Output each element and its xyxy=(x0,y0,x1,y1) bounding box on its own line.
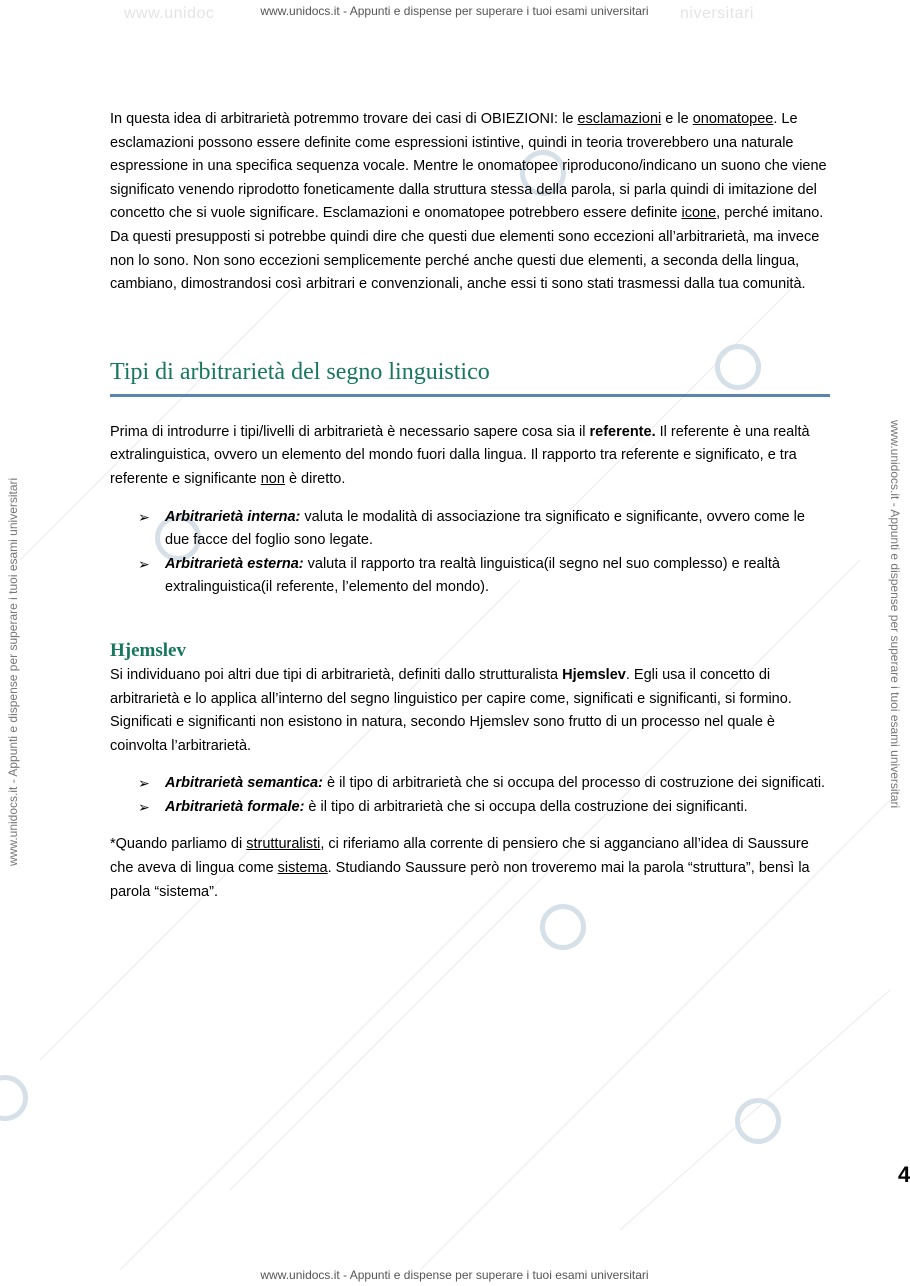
unidocs-logo-icon xyxy=(735,1098,781,1144)
referente-paragraph xyxy=(110,421,830,492)
bullet-term: Arbitrarietà interna: xyxy=(165,508,301,525)
arrow-bullet-icon: ➢ xyxy=(138,798,150,815)
bullet-list-arbitrarieta xyxy=(110,506,830,600)
underlined-term: non xyxy=(260,470,285,487)
bullet-term: Arbitrarietà semantica: xyxy=(165,775,323,792)
bullet-text: è il tipo di arbitrarietà che si occupa del processo di costruzione dei significati. xyxy=(322,775,826,792)
list-item xyxy=(110,553,830,600)
document-body xyxy=(110,108,830,904)
bullet-list-hjemslev xyxy=(110,772,830,819)
text-run: Il referente è una realtà extralinguistica, ovvero un elemento del mondo fuori dalla lingua. Il rapporto tra referente e significato, e tra referente e significante xyxy=(110,423,810,487)
text-run: Si individuano poi altri due tipi di arbitrarietà, definiti dallo strutturalista xyxy=(110,666,563,683)
section-heading-tipi: Tipi di arbitrarietà del segno linguistico xyxy=(110,355,830,397)
list-item xyxy=(110,796,830,820)
bullet-text: valuta le modalità di associazione tra significato e significante, ovvero come le due facce del foglio sono legate. xyxy=(165,508,805,549)
text-run: , perché imitano. Da questi presupposti si potrebbe quindi dire che questi due elementi sono eccezioni all’arbitrarietà, ma invece non lo sono. Non sono eccezioni semplicemente perché anche questi due elementi, a seconda della lingua, cambiano, dimostrandosi così arbitrari e convenzionali, anche essi ti sono stati trasmessi dalla tua comunità. xyxy=(110,205,824,293)
bullet-term: Arbitrarietà formale: xyxy=(165,798,305,815)
unidocs-logo-icon xyxy=(540,904,586,950)
bullet-text: è il tipo di arbitrarietà che si occupa della costruzione dei significanti. xyxy=(304,798,748,815)
text-run: Prima di introdurre i tipi/livelli di arbitrarietà è necessario sapere cosa sia il xyxy=(110,423,590,440)
watermark-bottom: www.unidocs.it - Appunti e dispense per superare i tuoi esami universitari xyxy=(260,1268,649,1282)
underlined-term: strutturalisti xyxy=(246,836,321,853)
page-number: 4 xyxy=(898,1162,910,1187)
list-item xyxy=(110,772,830,796)
text-run: . Egli usa il concetto di arbitrarietà e lo applica all’interno del segno linguistico per capire come, significati e significanti, si formino. Significati e significanti non esistono in natura, secondo Hjemslev sono frutto di un processo nel quale è coinvolta l’arbitrarietà. xyxy=(110,666,792,754)
text-run: , ci riferiamo alla corrente di pensiero che si agganciano all’idea di Saussure che aveva di lingua come xyxy=(110,836,809,877)
intro-paragraph xyxy=(110,108,830,297)
watermark-right-side: www.unidocs.it - Appunti e dispense per superare i tuoi esami universitari xyxy=(888,420,902,809)
arrow-bullet-icon: ➢ xyxy=(138,775,150,792)
bullet-text: valuta il rapporto tra realtà linguistica(il segno nel suo complesso) e realtà extralinguistica(il referente, l’elemento del mondo). xyxy=(165,555,780,596)
underlined-term: onomatopee xyxy=(692,111,774,127)
arrow-bullet-icon: ➢ xyxy=(138,555,150,572)
list-item xyxy=(110,506,830,553)
bullet-term: Arbitrarietà esterna: xyxy=(165,555,304,572)
bold-term: referente. xyxy=(589,423,656,440)
watermark-left-side: www.unidocs.it - Appunti e dispense per superare i tuoi esami universitari xyxy=(6,477,20,866)
hjemslev-paragraph xyxy=(110,664,830,758)
text-run: In questa idea di arbitrarietà potremmo trovare dei casi di OBIEZIONI: le xyxy=(110,111,578,127)
watermark-top: www.unidocs.it - Appunti e dispense per superare i tuoi esami universitari xyxy=(260,4,649,18)
watermark-ghost-right: niversitari xyxy=(680,5,754,22)
text-run: . Le esclamazioni possono essere definite come espressioni istintive, quindi in teoria troverebbero una naturale espressione in una specifica sequenza vocale. Mentre le onomatopee riproducono/indicano un suono che viene significato venendo riprodotto foneticamente dalla struttura stessa della parola, si parla quindi di imitazione del concetto che si vuole significare. Esclamazioni e onomatopee potrebbero essere definite xyxy=(110,111,827,222)
underlined-term: icone xyxy=(681,205,717,222)
footnote-paragraph xyxy=(110,833,830,904)
section-heading-hjemslev: Hjemslev xyxy=(110,639,186,661)
text-run: e le xyxy=(661,111,693,127)
underlined-term: sistema xyxy=(277,860,328,877)
bold-term: Hjemslev xyxy=(562,666,626,683)
text-run: . Studiando Saussure però non troveremo mai la parola “struttura”, bensì la parola “sistema”. xyxy=(110,860,810,900)
text-run: è diretto. xyxy=(284,470,346,487)
arrow-bullet-icon: ➢ xyxy=(138,508,150,525)
underlined-term: esclamazioni xyxy=(577,111,662,127)
watermark-ghost-left: www.unidoc xyxy=(124,5,215,22)
text-run: *Quando parliamo di xyxy=(110,836,247,853)
